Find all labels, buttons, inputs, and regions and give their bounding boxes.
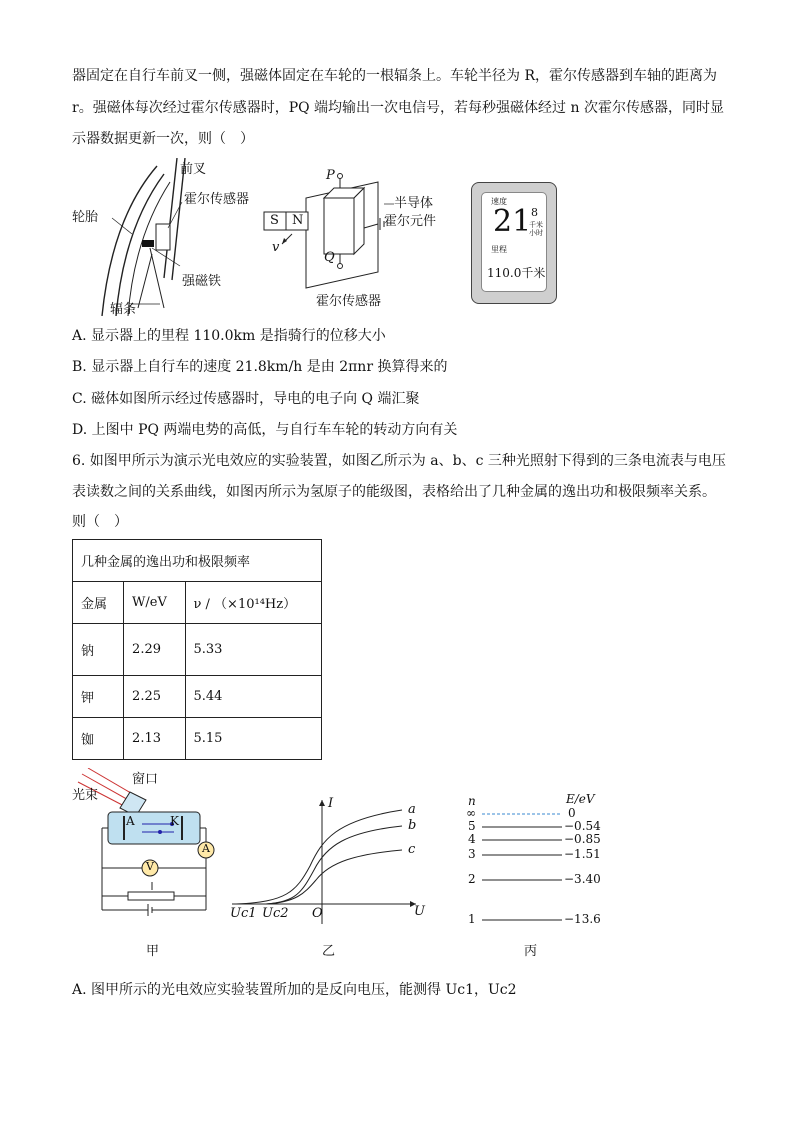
figure-jia-caption: 甲 <box>146 944 160 959</box>
table-cell: 5.44 <box>185 676 322 718</box>
intro-line-1: 器固定在自行车前叉一侧，强磁体固定在车轮的一根辐条上。车轮半径为 R，霍尔传感器到车轴的距离为 <box>72 68 717 84</box>
curve-b-label: b <box>408 818 417 833</box>
magnet-n-label: N <box>292 213 304 228</box>
velocity-label: v <box>272 240 280 255</box>
level-energy: −3.40 <box>564 872 601 886</box>
table-header: ν / （×10¹⁴Hz） <box>185 582 322 624</box>
level-n: 5 <box>468 819 476 833</box>
level-n: ∞ <box>466 806 476 820</box>
voltage-axis-label: U <box>414 904 425 919</box>
hall-sensor-figure <box>262 168 452 310</box>
table-cell: 2.25 <box>124 676 185 718</box>
intro-line-3: 示器数据更新一次，则（ ） <box>72 131 254 147</box>
table-row <box>73 718 322 760</box>
speed-integer: 21 <box>493 204 532 239</box>
terminal-q-label: Q <box>324 250 335 265</box>
hall-sensor-label: 霍尔传感器 <box>184 192 250 207</box>
table-title: 几种金属的逸出功和极限频率 <box>73 540 322 582</box>
hall-element-label: 霍尔元件 <box>384 214 437 229</box>
cathode-label: K <box>170 814 179 828</box>
figure-bing-caption: 丙 <box>524 944 538 959</box>
table-header: W/eV <box>124 582 185 624</box>
table-cell: 2.13 <box>124 718 185 760</box>
curve-a-label: a <box>408 802 416 817</box>
level-n: 4 <box>468 832 476 846</box>
q5-option-c: C. 磁体如图所示经过传感器时，导电的电子向 Q 端汇聚 <box>72 391 420 407</box>
n-header: n <box>468 794 476 808</box>
table-cell: 2.29 <box>124 624 185 676</box>
voltmeter-label: V <box>146 860 154 873</box>
table-cell: 5.15 <box>185 718 322 760</box>
semiconductor-label: 半导体 <box>394 196 434 211</box>
intro-line-2: r。强磁体每次经过霍尔传感器时，PQ 端均输出一次电信号，若每秒强磁体经过 n 次霍尔传感器，同时显 <box>72 100 724 116</box>
level-energy: −13.6 <box>564 912 601 926</box>
q6-line-2: 表读数之间的关系曲线，如图丙所示为氢原子的能级图，表格给出了几种金属的逸出功和极限频率关系。 <box>72 484 716 500</box>
q5-option-a: A. 显示器上的里程 110.0km 是指骑行的位移大小 <box>72 328 386 344</box>
level-n: 3 <box>468 847 476 861</box>
mileage-label: 里程 <box>491 245 507 254</box>
speed-decimal: 8 <box>531 206 538 219</box>
origin-label: O <box>312 906 323 921</box>
energy-level-diagram <box>462 792 612 958</box>
bike-display <box>471 182 557 304</box>
hall-sensor-caption: 霍尔传感器 <box>316 294 382 309</box>
front-fork-label: 前叉 <box>180 162 207 177</box>
level-energy: −1.51 <box>564 847 601 861</box>
magnet-s-label: S <box>270 213 279 228</box>
terminal-p-label: P <box>326 168 335 183</box>
level-n: 1 <box>468 912 476 926</box>
q6-line-1: 6. 如图甲所示为演示光电效应的实验装置，如图乙所示为 a、b、c 三种光照射下得到的三条电流表与电压 <box>72 453 726 469</box>
speed-unit-top: 千米 <box>529 221 543 229</box>
level-energy: 0 <box>568 806 576 820</box>
iu-curve-figure <box>226 796 432 958</box>
q5-option-b: B. 显示器上自行车的速度 21.8km/h 是由 2πnr 换算得来的 <box>72 359 448 375</box>
energy-header: E/eV <box>566 792 595 806</box>
table-header: 金属 <box>73 582 124 624</box>
metal-table <box>72 539 322 760</box>
level-n: 2 <box>468 872 476 886</box>
anode-label: A <box>126 814 135 828</box>
level-energy: −0.85 <box>564 832 601 846</box>
ammeter-label: A <box>202 842 210 855</box>
spoke-label: 辐条 <box>110 302 137 317</box>
table-cell: 5.33 <box>185 624 322 676</box>
table-row <box>73 676 322 718</box>
mileage-value: 110.0千米 <box>487 266 546 280</box>
q5-option-d: D. 上图中 PQ 两端电势的高低，与自行车车轮的转动方向有关 <box>72 422 458 438</box>
table-cell: 钠 <box>73 624 124 676</box>
q6-option-a: A. 图甲所示的光电效应实验装置所加的是反向电压，能测得 Uc1，Uc2 <box>72 982 517 998</box>
window-label: 窗口 <box>132 772 159 787</box>
current-axis-label: I <box>328 796 334 811</box>
curve-c-label: c <box>408 842 416 857</box>
magnet-label: 强磁铁 <box>182 274 222 289</box>
level-energy: −0.54 <box>564 819 601 833</box>
speed-unit-bottom: 小时 <box>529 229 543 237</box>
uc2-label: Uc2 <box>262 906 289 921</box>
table-cell: 铷 <box>73 718 124 760</box>
uc1-label: Uc1 <box>230 906 257 921</box>
table-cell: 钾 <box>73 676 124 718</box>
bike-wheel-figure <box>72 158 272 316</box>
q6-line-3: 则（ ） <box>72 514 128 530</box>
table-row <box>73 624 322 676</box>
tire-label: 轮胎 <box>72 210 99 225</box>
photoelectric-apparatus-figure <box>72 768 222 958</box>
speed-label: 速度 <box>491 197 507 206</box>
figure-yi-caption: 乙 <box>322 944 336 959</box>
light-beam-label: 光束 <box>72 788 99 803</box>
